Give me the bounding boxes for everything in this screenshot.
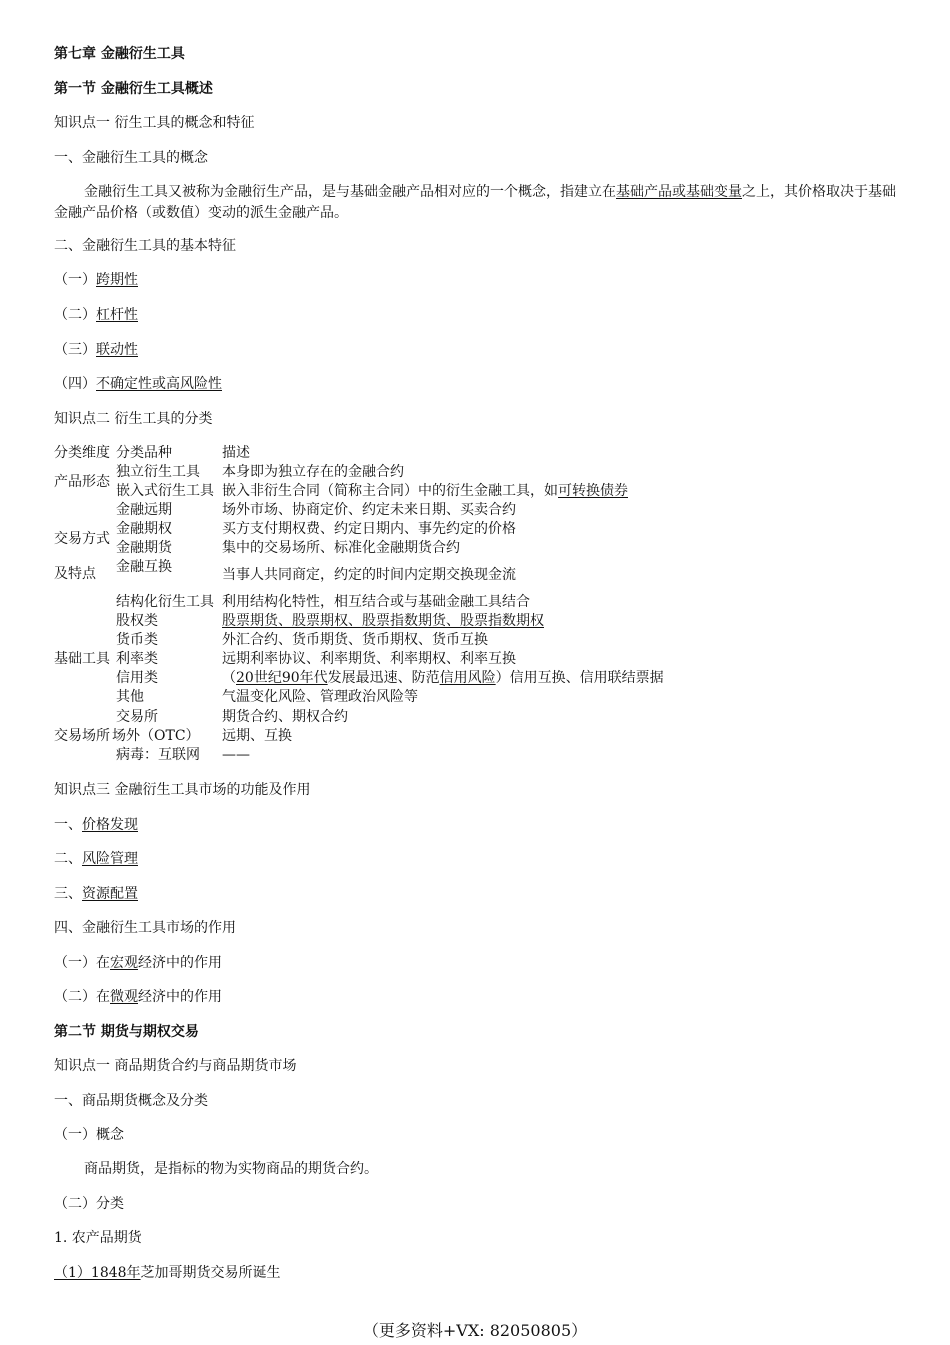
- table-kind: 交易所: [116, 709, 158, 725]
- table-desc: 股票期货、股票期权、股票指数期货、股票指数期权: [222, 613, 544, 629]
- role-item: （一）在宏观经济中的作用: [54, 955, 222, 971]
- table-kind: 金融远期: [116, 502, 172, 518]
- function-item: 一、价格发现: [54, 817, 138, 833]
- table-kind: 病毒：互联网: [116, 747, 200, 763]
- concept-paragraph: 金融衍生工具又被称为金融衍生产品，是与基础金融产品相对应的一个概念，指建立在基础产品或基础变量之上，其价格取决于基础金融产品价格（或数值）变动的派生金融产品。: [54, 184, 896, 221]
- table-desc: 本身即为独立存在的金融合约: [222, 464, 404, 480]
- table-desc: 嵌入非衍生合同（简称主合同）中的衍生金融工具，如可转换债券: [222, 483, 628, 499]
- table-kind: 利率类: [116, 651, 158, 667]
- table-kind: 结构化衍生工具: [116, 594, 214, 610]
- table-kind: 嵌入式衍生工具: [116, 483, 214, 499]
- table-header: 分类品种: [116, 445, 172, 461]
- table-desc: 买方支付期权费、约定日期内、事先约定的价格: [222, 521, 516, 537]
- role-item: （二）在微观经济中的作用: [54, 989, 222, 1005]
- knowledge-point-title: 知识点三 金融衍生工具市场的功能及作用: [54, 782, 311, 798]
- knowledge-point-title: 知识点二 衍生工具的分类: [54, 411, 213, 427]
- table-desc: 利用结构化特性，相互结合或与基础金融工具结合: [222, 594, 530, 610]
- feature-item: （一）跨期性: [54, 272, 138, 288]
- table-kind: 金融互换: [116, 559, 172, 575]
- list-item: 1. 农产品期货: [54, 1230, 142, 1246]
- table-kind: 独立衍生工具: [116, 464, 200, 480]
- feature-item: （四）不确定性或高风险性: [54, 376, 222, 392]
- table-desc: 远期利率协议、利率期货、利率期权、利率互换: [222, 651, 516, 667]
- table-desc: 外汇合约、货币期货、货币期权、货币互换: [222, 632, 488, 648]
- table-kind: 金融期权: [116, 521, 172, 537]
- sub-heading: （一）概念: [54, 1127, 124, 1143]
- table-header: 分类维度: [54, 445, 110, 461]
- table-dim: 基础工具: [54, 651, 110, 667]
- table-desc: 场外市场、协商定价、约定未来日期、买卖合约: [222, 502, 516, 518]
- concept-heading: 一、金融衍生工具的概念: [54, 150, 208, 166]
- table-desc: 气温变化风险、管理政治风险等: [222, 689, 418, 705]
- table-kind: 金融期货: [116, 540, 172, 556]
- feature-item: （三）联动性: [54, 342, 138, 358]
- table-kind: 场外（OTC）: [112, 728, 200, 744]
- definition-text: 商品期货，是指标的物为实物商品的期货合约。: [84, 1161, 378, 1177]
- role-heading: 四、金融衍生工具市场的作用: [54, 920, 236, 936]
- table-desc: 期货合约、期权合约: [222, 709, 348, 725]
- table-desc: 当事人共同商定，约定的时间内定期交换现金流: [222, 567, 516, 583]
- table-desc: ——: [222, 747, 250, 763]
- sub-heading: （二）分类: [54, 1196, 124, 1212]
- table-desc: 集中的交易场所、标准化金融期货合约: [222, 540, 460, 556]
- classification-table: [54, 444, 754, 774]
- table-dim: 交易场所: [54, 728, 110, 744]
- table-desc: 远期、互换: [222, 728, 292, 744]
- features-heading: 二、金融衍生工具的基本特征: [54, 238, 236, 254]
- knowledge-point-title: 知识点一 商品期货合约与商品期货市场: [54, 1058, 297, 1074]
- function-item: 二、风险管理: [54, 851, 138, 867]
- table-dim: 及特点: [54, 566, 96, 582]
- table-header: 描述: [222, 445, 250, 461]
- table-kind: 股权类: [116, 613, 158, 629]
- table-dim: 产品形态: [54, 474, 110, 490]
- knowledge-point-title: 知识点一 衍生工具的概念和特征: [54, 115, 255, 131]
- table-kind: 货币类: [116, 632, 158, 648]
- section-title: 第一节 金融衍生工具概述: [54, 81, 213, 97]
- table-kind: 信用类: [116, 670, 158, 686]
- table-dim: 交易方式: [54, 531, 110, 547]
- function-item: 三、资源配置: [54, 886, 138, 902]
- section-title: 第二节 期货与期权交易: [54, 1024, 199, 1040]
- list-item: （1）1848年芝加哥期货交易所诞生: [54, 1265, 281, 1281]
- table-desc: （20世纪90年代发展最迅速、防范信用风险）信用互换、信用联结票据: [222, 670, 664, 686]
- chapter-title: 第七章 金融衍生工具: [54, 46, 185, 62]
- footer-note: （更多资料+VX: 82050805）: [362, 1321, 588, 1340]
- feature-item: （二）杠杆性: [54, 307, 138, 323]
- commodity-heading: 一、商品期货概念及分类: [54, 1093, 208, 1109]
- table-kind: 其他: [116, 689, 144, 705]
